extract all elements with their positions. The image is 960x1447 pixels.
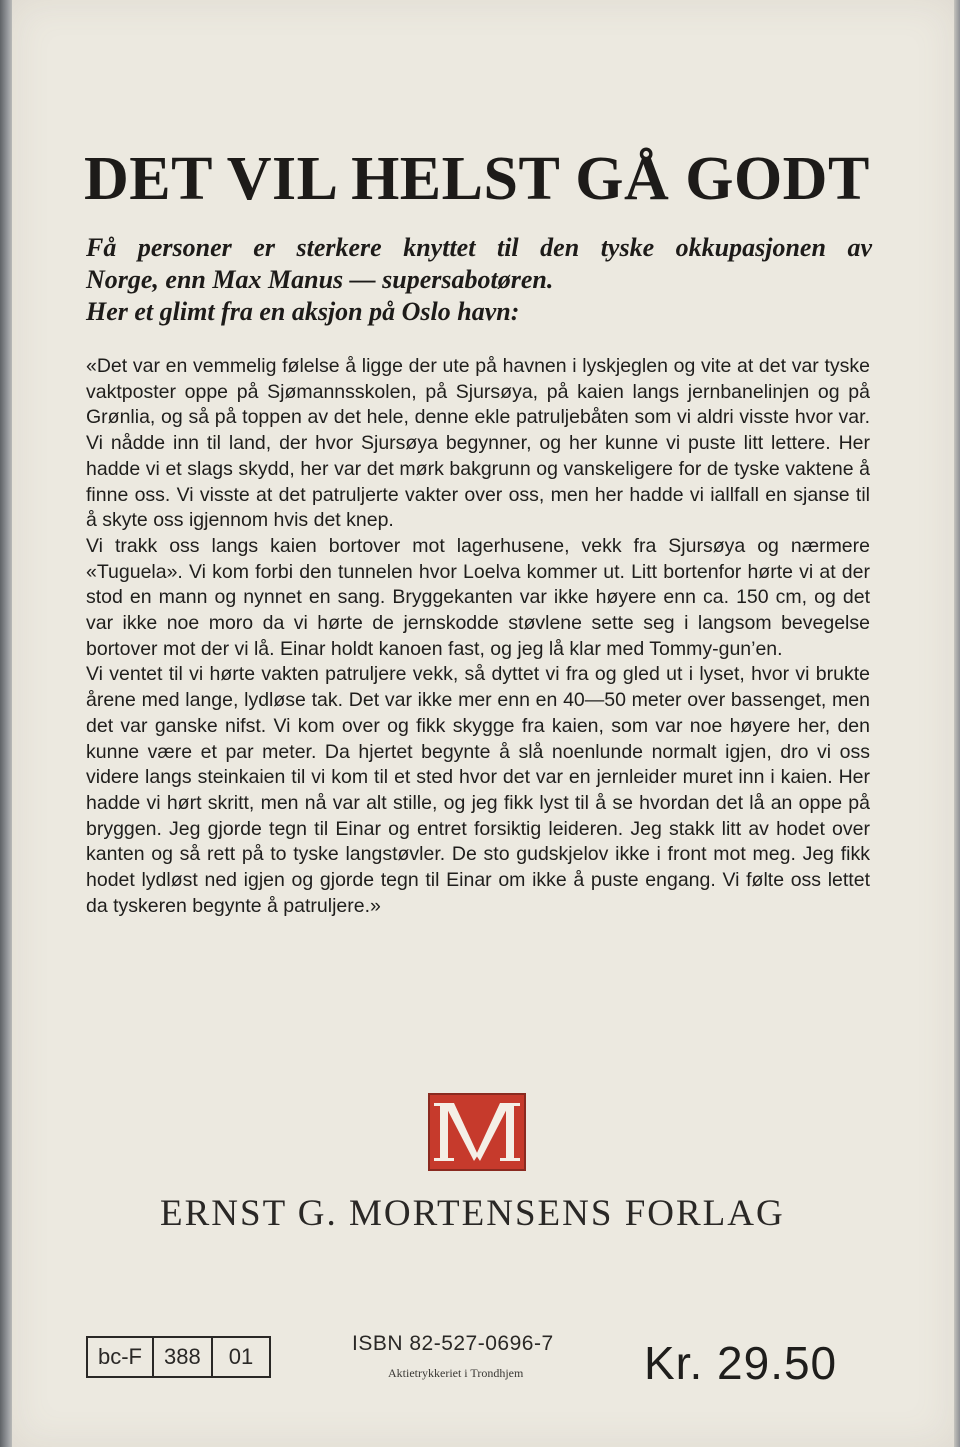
- printer-name: Aktietrykkeriet i Trondhjem: [388, 1366, 524, 1380]
- excerpt-paragraph: Vi trakk oss langs kaien bortover mot lagerhusene, vekk fra Sjursøya og nærmere «Tuguela». Vi kom forbi den tunnelen hvor Loelva kommer ut. Litt bortenfor hørte vi at der stod en mann og nynnet en sang. Bryggekanten var ikke høyere enn ca. 150 cm, og det var ikke noe moro da vi hørte de jernskodde støvlene sette seg i langsom bevegelse bortover mot der vi lå. Einar holdt kanoen fast, og jeg lå klar med Tommy-gun’en.: [86, 534, 870, 660]
- intro-line: Norge, enn Max Manus — supersabotøren.: [86, 265, 554, 294]
- intro-line: Her et glimt fra en aksjon på Oslo havn:: [86, 297, 520, 326]
- intro-line: Få personer er sterkere knyttet til den tyske okkupasjonen av: [86, 233, 872, 262]
- publisher-name: ERNST G. MORTENSENS FORLAG: [160, 1193, 785, 1234]
- isbn-number: ISBN 82-527-0696-7: [352, 1332, 554, 1355]
- code-cell: 388: [154, 1338, 213, 1376]
- code-cell: 01: [228, 1344, 254, 1369]
- excerpt-paragraph: Vi ventet til vi hørte vakten patruljere vekk, så dyttet vi fra og gled ut i lyset, hvor vi brukte årene med lange, lydløse tak. Det var ikke mer enn en 40—50 meter over bassenget, men det var ganske nifst. Vi kom over og fikk skygge fra kaien, som var noe høyere her, den kunne være et par meter. Da hjertet begynte å slå noenlunde normalt igjen, dro vi oss videre langs steinkaien til vi kom til et sted hvor det var en jernleider muret inn i kaien. Her hadde vi hørt skritt, men nå var alt stille, og jeg fikk lyst til å se hvordan det lå an oppe på bryggen. Jeg gjorde tegn til Einar og entret forsiktig leideren. Jeg stakk litt av hodet over kanten og så rett på to tyske langstøvler. De sto gudskjelov ikke i front mot meg. Jeg fikk hodet lydløst ned igjen og gjorde tegn til Einar om ikke å puste engang. Vi følte oss lettet da tyskeren begynte å patruljere.»: [86, 663, 870, 917]
- code-cell: bc-F: [88, 1338, 154, 1376]
- price-label: Kr. 29.50: [644, 1337, 838, 1389]
- m-logo-icon: [430, 1095, 524, 1169]
- publisher-m-logo: [428, 1093, 526, 1171]
- intro-blurb: [86, 232, 872, 328]
- excerpt-paragraph: «Det var en vemmelig følelse å ligge der ute på havnen i lyskjeglen og vite at det var tyske vaktposter oppe på Sjømannsskolen, på Sjursøya, på kaien langs jernbanelinjen og på Grønlia, og så på toppen av det hele, denne ekle patruljebåten som vi aldri visste hvor var. Vi nådde inn til land, der hvor Sjursøya begynner, og her kunne vi puste litt lettere. Her hadde vi et slags skydd, her var det mørk bakgrunn og vanskeligere for de tyske vaktene å finne oss. Vi visste at det patruljerte vakter over oss, men her hadde vi iallfall en sjanse til å skyte oss igjennom hvis det knep.: [86, 355, 870, 532]
- excerpt-text: [86, 354, 870, 919]
- product-code-box: [86, 1336, 271, 1378]
- book-blurb-title: DET VIL HELST GÅ GODT: [84, 145, 870, 213]
